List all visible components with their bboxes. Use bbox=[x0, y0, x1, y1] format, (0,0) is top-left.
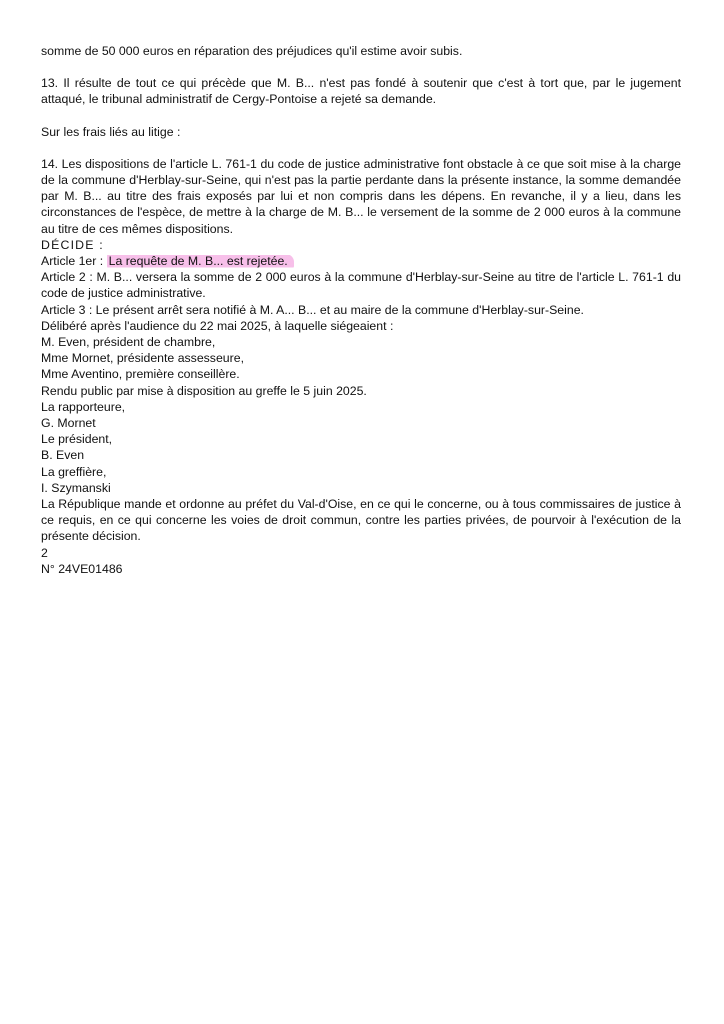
signature-president-title: Le président, bbox=[41, 432, 113, 447]
paragraph-13: 13. Il résulte de tout ce qui précède que M. B... n'est pas fondé à soutenir que c'est à tort que, par le jugement attaqué, le tribunal administratif de Cergy-Pontoise a rejeté sa demande. bbox=[41, 76, 681, 107]
signature-greffiere-title: La greffière, bbox=[41, 464, 107, 479]
signature-rapporteure-title: La rapporteure, bbox=[41, 399, 126, 414]
article-1-highlighted-text: La requête de M. B... est rejetée. bbox=[107, 254, 294, 268]
paragraph-14: 14. Les dispositions de l'article L. 761-1 du code de justice administrative font obstacle à ce que soit mise à la charge de la commune d'Herblay-sur-Seine, qui n'est pas la partie perdante dans la présente instance, la somme demandée par M. B... au titre des frais exposés par lui et non compris dans les dépens. En revanche, il y a lieu, dans les circonstances de l'espèce, de mettre à la charge de M. B... le versement de la somme de 2 000 euros à la commune au titre de ces mêmes dispositions. bbox=[41, 156, 681, 236]
case-number: N° 24VE01486 bbox=[41, 561, 123, 576]
decide-heading: DÉCIDE : bbox=[41, 237, 104, 252]
article-1 bbox=[41, 253, 681, 269]
member-assesseure: Mme Mornet, présidente assesseure, bbox=[41, 351, 244, 366]
member-conseillere: Mme Aventino, première conseillère. bbox=[41, 367, 240, 382]
rendu-public-line: Rendu public par mise à disposition au greffe le 5 juin 2025. bbox=[41, 383, 367, 398]
article-3: Article 3 : Le présent arrêt sera notifié à M. A... B... et au maire de la commune d'Herblay-sur-Seine. bbox=[41, 302, 584, 317]
document-page bbox=[41, 43, 681, 577]
executory-formula: La République mande et ordonne au préfet du Val-d'Oise, en ce qui le concerne, ou à tous commissaires de justice à ce requis, en ce qui concerne les voies de droit commun, contre les parties privées, de pourvoir à l'exécution de la présente décision. bbox=[41, 497, 681, 544]
deliberation-line: Délibéré après l'audience du 22 mai 2025, à laquelle siégeaient : bbox=[41, 318, 394, 333]
member-president: M. Even, président de chambre, bbox=[41, 335, 216, 350]
page-number: 2 bbox=[41, 545, 48, 560]
article-2: Article 2 : M. B... versera la somme de 2 000 euros à la commune d'Herblay-sur-Seine au titre de l'article L. 761-1 du code de justice administrative. bbox=[41, 270, 681, 301]
signature-greffiere-name: I. Szymanski bbox=[41, 480, 111, 495]
paragraph-intro: somme de 50 000 euros en réparation des préjudices qu'il estime avoir subis. bbox=[41, 44, 463, 58]
article-1-label: Article 1er : bbox=[41, 254, 107, 269]
section-heading-frais: Sur les frais liés au litige : bbox=[41, 124, 181, 139]
signature-rapporteure-name: G. Mornet bbox=[41, 416, 96, 431]
signature-president-name: B. Even bbox=[41, 448, 85, 463]
